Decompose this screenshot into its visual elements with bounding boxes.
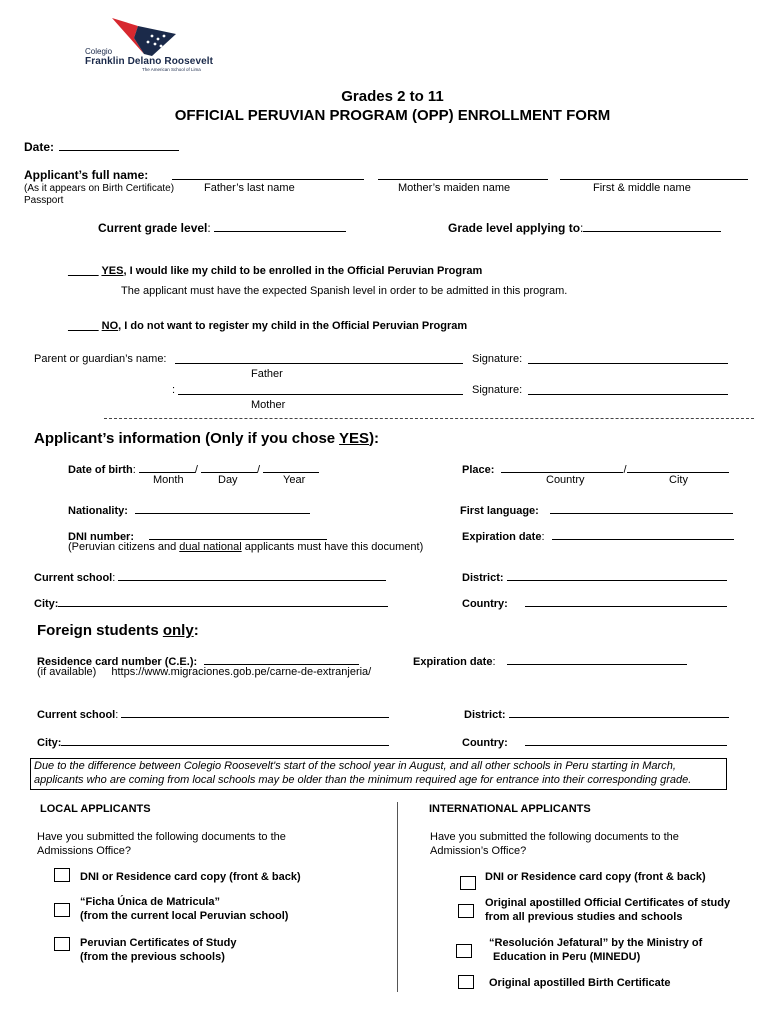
grade-applying-field[interactable]	[583, 220, 721, 232]
international-question-line2: Admission’s Office?	[430, 845, 527, 857]
dni-field[interactable]	[149, 528, 327, 540]
date-field[interactable]	[59, 139, 179, 151]
nationality-label: Nationality:	[68, 505, 128, 517]
local-certificates-checkbox[interactable]	[54, 937, 70, 951]
city-field[interactable]	[58, 595, 388, 607]
local-dni-label: DNI or Residence card copy (front & back)	[80, 871, 301, 883]
local-question-line1: Have you submitted the following documents to the	[37, 831, 286, 843]
expiration-row: Expiration date:	[462, 528, 734, 543]
place-label: Place:	[462, 464, 495, 476]
local-certificates-label: Peruvian Certificates of Study	[80, 937, 237, 949]
logo-line3: The American School of Lima	[142, 67, 201, 72]
section-foreign-title-suffix: :	[193, 622, 199, 639]
age-notice-line1: Due to the difference between Colegio Roosevelt's start of the school year in August, and all other schools in Peru starting in March,	[34, 760, 676, 772]
fathers-last-name-caption: Father’s last name	[204, 182, 295, 194]
intl-dni-label: DNI or Residence card copy (front & back)	[485, 871, 706, 883]
father-caption: Father	[251, 368, 283, 380]
first-language-label: First language:	[460, 505, 539, 517]
applicant-name-note2: Passport	[24, 195, 64, 206]
expiration-field[interactable]	[552, 528, 734, 540]
foreign-country-row	[462, 734, 727, 749]
section-info-title-prefix: Applicant’s information (Only if you chose	[34, 430, 340, 447]
date-row	[24, 139, 179, 154]
foreign-district-row	[464, 706, 729, 721]
city-label: City:	[34, 598, 59, 610]
first-language-row	[460, 502, 733, 517]
no-text: , I do not want to register my child in the Official Peruvian Program	[118, 320, 468, 332]
foreign-country-label: Country:	[462, 737, 508, 749]
fathers-last-name-field[interactable]	[172, 168, 364, 180]
no-keyword: NO	[101, 320, 119, 332]
place-city-caption: City	[669, 474, 688, 486]
residence-note	[37, 666, 371, 678]
mother-signature-field[interactable]	[528, 383, 728, 395]
dob-label: Date of birth	[68, 464, 133, 476]
residence-label: Residence card number (C.E.):	[37, 656, 198, 668]
foreign-city-row	[37, 734, 389, 749]
foreign-expiration-field[interactable]	[507, 653, 687, 665]
intl-dni-checkbox[interactable]	[460, 876, 476, 890]
section-foreign-title-prefix: Foreign students	[37, 622, 163, 639]
section-foreign-title	[37, 622, 199, 639]
current-grade-row: Current grade level:	[98, 220, 346, 235]
section-info-title-yes: YES	[339, 430, 370, 447]
foreign-district-field[interactable]	[509, 706, 729, 718]
foreign-expiration-row: Expiration date:	[413, 653, 687, 668]
dni-note-underlined: dual national	[179, 541, 242, 553]
city-row	[34, 595, 388, 610]
intl-resolucion-label: “Resolución Jefatural” by the Ministry of	[489, 937, 703, 949]
dob-month-caption: Month	[153, 474, 184, 486]
dob-year-caption: Year	[283, 474, 306, 486]
section-divider	[104, 418, 754, 419]
dob-day-field[interactable]	[201, 461, 257, 473]
yes-keyword: YES	[101, 265, 124, 277]
current-school-row: Current school:	[34, 569, 386, 584]
intl-certificates-sublabel: from all previous studies and schools	[485, 911, 683, 923]
intl-certificates-label: Original apostilled Official Certificates of study	[485, 897, 731, 909]
dob-row: Date of birth: / /	[68, 461, 319, 476]
dni-note-suffix: applicants must have this document)	[241, 541, 424, 553]
nationality-row	[68, 502, 310, 517]
grade-applying-label: Grade level applying to	[448, 221, 581, 235]
first-middle-name-field[interactable]	[560, 168, 748, 180]
grade-applying-row: Grade level applying to:	[448, 220, 721, 235]
local-certificates-sublabel: (from the previous schools)	[80, 951, 225, 963]
foreign-city-field[interactable]	[61, 734, 389, 746]
first-language-field[interactable]	[550, 502, 733, 514]
expiration-label: Expiration date	[462, 531, 542, 543]
international-heading: INTERNATIONAL APPLICANTS	[429, 803, 591, 815]
district-row	[462, 569, 727, 584]
yes-blank[interactable]: _____	[68, 265, 99, 277]
foreign-city-label: City:	[37, 737, 62, 749]
dni-note-prefix: (Peruvian citizens and	[68, 541, 180, 553]
section-info-title	[34, 430, 379, 447]
logo-flag-icon	[108, 16, 180, 56]
section-info-title-suffix: ):	[369, 430, 380, 447]
mothers-maiden-name-field[interactable]	[378, 168, 548, 180]
intl-birth-certificate-label: Original apostilled Birth Certificate	[489, 977, 671, 989]
section-foreign-title-only: only	[162, 622, 194, 639]
yes-text: , I would like my child to be enrolled in the Official Peruvian Program	[123, 265, 483, 277]
mother-signature-label: Signature:	[472, 384, 523, 396]
dob-day-caption: Day	[218, 474, 238, 486]
first-middle-name-caption: First & middle name	[593, 182, 691, 194]
nationality-field[interactable]	[135, 502, 310, 514]
no-blank[interactable]: _____	[68, 320, 99, 332]
intl-birth-certificate-checkbox[interactable]	[458, 975, 474, 989]
place-country-caption: Country	[546, 474, 585, 486]
current-grade-label: Current grade level	[98, 221, 208, 235]
dob-month-field[interactable]	[139, 461, 195, 473]
local-ficha-label: “Ficha Única de Matricula”	[80, 896, 220, 908]
if-available-note: (if available)	[37, 666, 97, 678]
place-country-field[interactable]	[501, 461, 623, 473]
foreign-district-label: District:	[464, 709, 506, 721]
country-row	[462, 595, 727, 610]
father-name-field[interactable]	[175, 352, 463, 364]
logo-line1: Colegio	[85, 47, 113, 56]
mother-colon: :	[172, 384, 176, 396]
local-dni-checkbox[interactable]	[54, 868, 70, 882]
foreign-expiration-label: Expiration date	[413, 656, 493, 668]
foreign-country-field[interactable]	[525, 734, 727, 746]
dni-label: DNI number:	[68, 531, 134, 543]
father-signature-field[interactable]	[528, 352, 728, 364]
foreign-school-field[interactable]	[121, 706, 389, 718]
current-school-label: Current school	[34, 572, 113, 584]
no-option[interactable]	[68, 320, 467, 332]
migraciones-url[interactable]: https://www.migraciones.gob.pe/carne-de-extranjeria/	[111, 666, 372, 678]
district-label: District:	[462, 572, 504, 584]
country-label: Country:	[462, 598, 508, 610]
local-question-line2: Admissions Office?	[37, 845, 131, 857]
local-ficha-checkbox[interactable]	[54, 903, 70, 917]
intl-resolucion-checkbox[interactable]	[456, 944, 472, 958]
local-ficha-sublabel: (from the current local Peruvian school)	[80, 910, 289, 922]
international-question-line1: Have you submitted the following documents to the	[430, 831, 679, 843]
place-row: Place: /	[462, 461, 729, 476]
mother-name-field[interactable]	[178, 383, 463, 395]
applicant-name-label: Applicant’s full name:	[24, 168, 149, 182]
residence-field[interactable]	[204, 653, 359, 665]
date-label: Date:	[24, 140, 55, 154]
foreign-school-label: Current school	[37, 709, 116, 721]
district-field[interactable]	[507, 569, 727, 581]
guardian-label: Parent or guardian’s name:	[34, 353, 167, 365]
current-grade-field[interactable]	[214, 220, 346, 232]
yes-note: The applicant must have the expected Spanish level in order to be admitted in this program.	[121, 285, 568, 297]
page-title: OFFICIAL PERUVIAN PROGRAM (OPP) ENROLLMENT FORM	[174, 107, 611, 124]
yes-option[interactable]	[68, 265, 482, 277]
intl-certificates-checkbox[interactable]	[458, 904, 474, 918]
column-divider	[397, 802, 398, 992]
applicant-name-note: (As it appears on Birth Certificate)	[24, 183, 175, 194]
local-heading: LOCAL APPLICANTS	[40, 803, 151, 815]
age-notice-line2: applicants who are coming from local schools may be older than the minimum required age for entrance into their corresponding grade.	[34, 774, 692, 786]
dni-note	[68, 541, 423, 553]
place-city-field[interactable]	[627, 461, 729, 473]
country-field[interactable]	[525, 595, 727, 607]
foreign-school-row: Current school:	[37, 706, 389, 721]
dob-year-field[interactable]	[263, 461, 319, 473]
intl-resolucion-sublabel: Education in Peru (MINEDU)	[493, 951, 641, 963]
mother-caption: Mother	[251, 399, 286, 411]
logo-line2: Franklin Delano Roosevelt	[85, 56, 214, 67]
title-line1: Grades 2 to 11	[341, 88, 444, 105]
current-school-field[interactable]	[118, 569, 386, 581]
mothers-maiden-name-caption: Mother’s maiden name	[398, 182, 511, 194]
father-signature-label: Signature:	[472, 353, 523, 365]
